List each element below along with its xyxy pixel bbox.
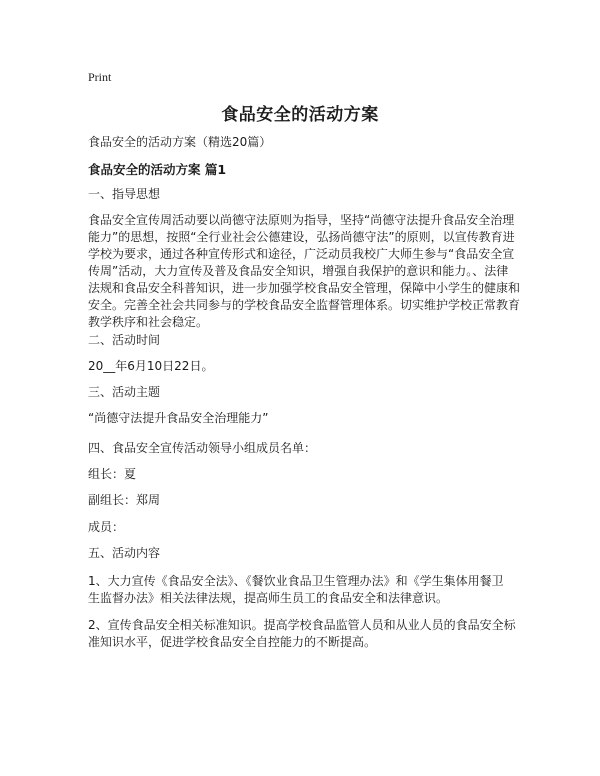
- print-link[interactable]: Print: [88, 70, 112, 84]
- paragraph-guiding-thought: 食品安全宣传周活动要以尚德守法原则为指导，坚持“尚德守法提升食品安全治理 能力”的思想，按照“全行业社会公德建设，弘扬尚德守法”的原则，以宣传教育进 学校为要求，通过各种宣传形式和途径，广泛动员我校广大师生参与“食品安全宣 传周”活动，大力宣传及普及食品安全知识，增强自我保护的意识和能力。、法律 法规和食品安全科普知识，进一步加强学校食品安全管理，保障中小学生的健康和 安全。完善全社会共同参与的学校食品安全监督管理体系。切实维护学校正常教育 教学秩序和社会稳定。: [88, 213, 521, 329]
- heading-activity-time: 二、活动时间: [88, 333, 161, 347]
- paragraph-activity-theme: “尚德守法提升食品安全治理能力”: [88, 411, 269, 425]
- heading-guiding-thought: 一、指导思想: [88, 187, 161, 201]
- page-title: 食品安全的活动方案: [221, 105, 379, 125]
- heading-activity-theme: 三、活动主题: [88, 385, 161, 399]
- list-item: 1、大力宣传《食品安全法》、《餐饮业食品卫生管理办法》和《学生集体用餐卫 生监督办法》相关法律法规，提高师生员工的食品安全和法律意识。: [88, 574, 504, 605]
- document-subtitle: 食品安全的活动方案（精选20篇）: [88, 135, 272, 149]
- heading-leadership-group: 四、食品安全宣传活动领导小组成员名单：: [88, 441, 317, 455]
- heading-activity-content: 五、活动内容: [88, 546, 161, 560]
- paragraph-activity-time: 20__年6月10日22日。: [88, 359, 214, 373]
- paragraph-deputy-leader: 副组长：郑周: [88, 493, 161, 507]
- section-heading: 食品安全的活动方案 篇1: [88, 162, 227, 177]
- paragraph-group-leader: 组长：夏: [88, 467, 137, 481]
- list-item: 2、宣传食品安全相关标准知识。提高学校食品监管人员和从业人员的食品安全标 准知识水平，促进学校食品安全自控能力的不断提高。: [88, 618, 516, 649]
- paragraph-members: 成员：: [88, 520, 125, 534]
